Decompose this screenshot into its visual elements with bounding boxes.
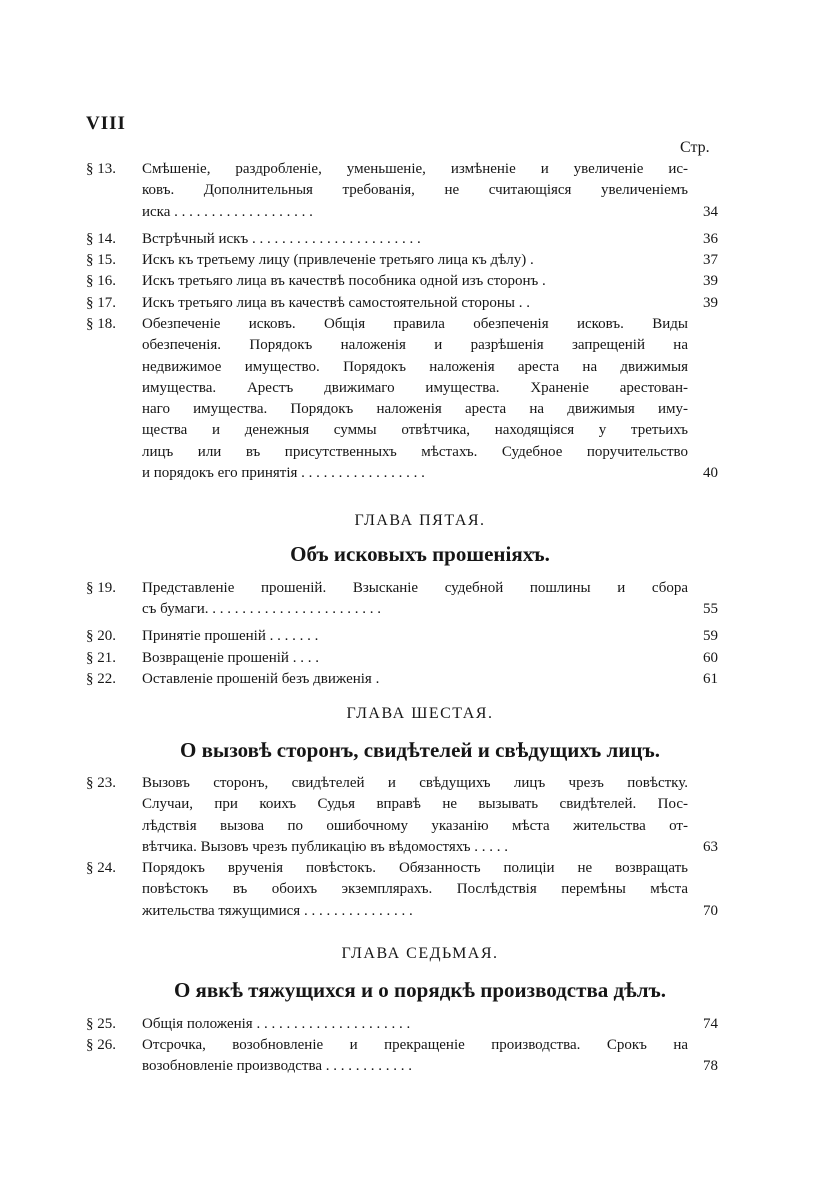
chapter-title: О вызовѣ сторонъ, свидѣтелей и свѣдущихъ лицъ.	[180, 738, 660, 762]
entry-line: повѣстокъ въ обоихъ экземплярахъ. Послѣдствія перемѣны мѣста	[142, 881, 688, 898]
entry-line: Вызовъ сторонъ, свидѣтелей и свѣдущихъ лицъ чрезъ повѣстку.	[142, 775, 688, 791]
section-number: § 20.	[86, 628, 116, 644]
entry-text	[142, 314, 688, 484]
page-column-header: Стр.	[680, 139, 710, 156]
entry-line: щества и денежныя суммы отвѣтчика, находящіяся у третьихъ	[142, 422, 688, 439]
entry-text	[142, 626, 688, 647]
entry-line: жительства тяжущимися . . . . . . . . . . . . . . .	[142, 902, 413, 919]
entry-text	[142, 773, 688, 858]
toc-entry	[86, 271, 718, 292]
entry-page-number: 37	[703, 252, 718, 268]
section-number: § 16.	[86, 273, 116, 289]
entry-page-number: 70	[703, 902, 718, 919]
entry-line: Смѣшеніе, раздробленіе, уменьшеніе, измѣненіе и увеличеніе ис-	[142, 161, 688, 177]
entry-line: Обезпеченіе исковъ. Общія правила обезпеченія исковъ. Виды	[142, 316, 688, 332]
entry-page-number: 36	[703, 231, 718, 247]
entry-line: вѣтчика. Вызовъ чрезъ публикацію въ вѣдомостяхъ . . . . .	[142, 838, 508, 855]
entry-page-number: 59	[703, 628, 718, 644]
toc-entry	[86, 773, 718, 858]
section-number: § 25.	[86, 1016, 116, 1032]
entry-text	[142, 858, 688, 922]
entry-page-number: 61	[703, 671, 718, 687]
entry-line: возобновленіе производства . . . . . . . . . . . .	[142, 1058, 413, 1075]
entry-page-number: 63	[703, 838, 718, 855]
section-number: § 22.	[86, 671, 116, 687]
toc-entry	[86, 858, 718, 922]
entry-line: наго имущества. Порядокъ наложенія ареста на движимыя иму-	[142, 401, 688, 418]
entry-text	[142, 271, 688, 292]
chapter-title: Объ исковыхъ прошеніяхъ.	[290, 542, 550, 566]
entry-line: иска . . . . . . . . . . . . . . . . . . .	[142, 203, 313, 220]
entry-line: лицъ или въ присутственныхъ мѣстахъ. Судебное поручительство	[142, 443, 688, 460]
entry-page-number: 39	[703, 295, 718, 311]
section-number: § 17.	[86, 295, 116, 311]
toc-entry	[86, 229, 718, 250]
entry-text	[142, 229, 688, 250]
toc-entry	[86, 1035, 718, 1078]
chapter-label: ГЛАВА СЕДЬМАЯ.	[341, 945, 499, 962]
entry-line: имущества. Арестъ движимаго имущества. Храненіе арестован-	[142, 379, 688, 396]
entry-line: лѣдствія вызова по ошибочному указанію мѣста жительства от-	[142, 817, 688, 834]
section-number: § 26.	[86, 1037, 116, 1053]
entry-page-number: 39	[703, 273, 718, 289]
entry-line: Искъ третьяго лица въ качествѣ пособника одной изъ сторонъ .	[142, 273, 546, 289]
entry-line: и порядокъ его принятія . . . . . . . . . . . . . . . . .	[142, 465, 425, 482]
entry-line: недвижимое имущество. Порядокъ наложенія ареста на движимыя	[142, 358, 688, 375]
toc-entry	[86, 293, 718, 314]
toc-entry	[86, 648, 718, 669]
entry-page-number: 40	[703, 465, 718, 482]
entry-page-number: 78	[703, 1058, 718, 1075]
toc-entry	[86, 314, 718, 484]
entry-text	[142, 250, 688, 271]
section-number: § 21.	[86, 650, 116, 666]
section-number: § 13.	[86, 161, 116, 177]
entry-line: Возвращеніе прошеній . . . .	[142, 650, 319, 666]
toc-entry	[86, 626, 718, 647]
toc-entry	[86, 1014, 718, 1035]
section-number: § 15.	[86, 252, 116, 268]
chapter-title: О явкѣ тяжущихся и о порядкѣ производства дѣлъ.	[173, 978, 667, 1002]
toc-entry	[86, 669, 718, 690]
entry-text	[142, 293, 688, 314]
toc-entry	[86, 250, 718, 271]
toc-entry	[86, 159, 718, 223]
entry-text	[142, 1035, 688, 1078]
section-number: § 23.	[86, 775, 116, 791]
entry-page-number: 60	[703, 650, 718, 666]
section-number: § 14.	[86, 231, 116, 247]
entry-line: Искъ третьяго лица въ качествѣ самостоятельной стороны . .	[142, 295, 531, 311]
chapter-label: ГЛАВА ПЯТАЯ.	[354, 512, 486, 529]
toc-entry	[86, 578, 718, 621]
entry-line: съ бумаги. . . . . . . . . . . . . . . . . . . . . . . .	[142, 601, 382, 618]
entry-text	[142, 1014, 688, 1035]
entry-text	[142, 578, 688, 621]
entry-line: Отсрочка, возобновленіе и прекращеніе производства. Срокъ на	[142, 1037, 688, 1053]
entry-text	[142, 669, 688, 690]
entry-page-number: 74	[703, 1016, 718, 1032]
entry-page-number: 55	[703, 601, 718, 618]
entry-text	[142, 159, 688, 223]
section-number: § 24.	[86, 860, 116, 876]
entry-line: Представленіе прошеній. Взысканіе судебной пошлины и сбора	[142, 580, 688, 596]
entry-page-number: 34	[703, 203, 718, 220]
page-number: VIII	[86, 113, 126, 134]
entry-line: Искъ къ третьему лицу (привлеченіе третьяго лица къ дѣлу) .	[142, 252, 534, 268]
section-number: § 19.	[86, 580, 116, 596]
entry-line: Случаи, при коихъ Судья вправѣ не вызывать свидѣтелей. Пос-	[142, 796, 688, 813]
entry-line: обезпеченія. Порядокъ наложенія и разрѣшенія запрещеній на	[142, 337, 688, 354]
entry-line: Оставленіе прошеній безъ движенія .	[142, 671, 380, 687]
section-number: § 18.	[86, 316, 116, 332]
entry-line: Принятіе прошеній . . . . . . .	[142, 628, 319, 644]
entry-line: Общія положенія . . . . . . . . . . . . . . . . . . . . .	[142, 1016, 411, 1032]
entry-line: Порядокъ врученія повѣстокъ. Обязанность полиціи не возвращать	[142, 860, 688, 876]
entry-line: ковъ. Дополнительныя требованія, не считающіяся увеличеніемъ	[142, 182, 688, 199]
entry-line: Встрѣчный искъ . . . . . . . . . . . . . . . . . . . . . . .	[142, 231, 421, 247]
entry-text	[142, 648, 688, 669]
chapter-label: ГЛАВА ШЕСТАЯ.	[346, 705, 494, 722]
